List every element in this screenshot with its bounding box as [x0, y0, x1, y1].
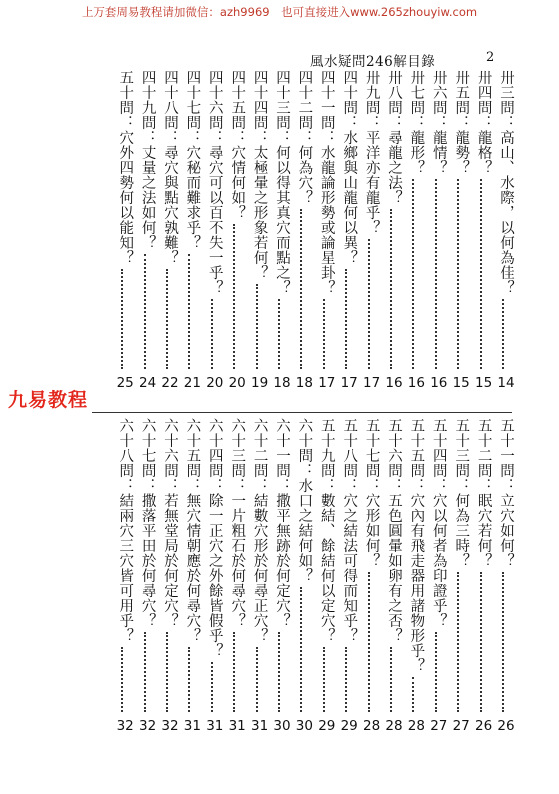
dot-leader	[412, 677, 414, 712]
toc-page-number: 32	[116, 718, 134, 734]
toc-page-number: 27	[430, 718, 448, 734]
top-banner-text: 上万套周易教程请加微信：azh9969 也可直接进入www.265zhouyiw.com	[81, 5, 478, 19]
toc-page-number: 16	[430, 375, 448, 391]
toc-page-number: 19	[251, 375, 269, 391]
toc-question: 六十一問：撒平無跡於何定穴？	[274, 418, 290, 628]
toc-page-number: 17	[340, 375, 358, 391]
dot-leader	[502, 299, 504, 369]
toc-page-number: 14	[497, 375, 515, 391]
toc-page-number: 31	[251, 718, 269, 734]
running-title: 風水疑問246解目錄	[310, 54, 436, 70]
toc-question: 五十八問：穴之結法可得而知乎？	[341, 418, 358, 643]
toc-question: 四十四問：太極暈之形象若何？	[251, 70, 268, 280]
toc-question: 五十四問：穴以何者為印證乎？	[430, 418, 447, 628]
toc-question: 六十五問：無穴情朝應於何尋穴？	[184, 418, 201, 643]
toc-page-number: 28	[385, 718, 403, 734]
toc-question: 卅三問：高山、水際，以何為佳？	[498, 70, 514, 295]
dot-leader	[390, 647, 392, 712]
dot-leader	[233, 224, 235, 369]
toc-page-number: 21	[183, 375, 201, 391]
dot-leader	[211, 662, 213, 712]
toc-question: 五十九問：數結、餘結何以定穴？	[318, 418, 335, 643]
toc-page-number: 29	[340, 718, 358, 734]
toc-page-number: 30	[273, 718, 291, 734]
toc-question: 五十六問：五色圓暈如卵有之否？	[386, 418, 402, 643]
toc-page-number: 29	[318, 718, 336, 734]
toc-page-number: 16	[385, 375, 403, 391]
toc-question: 五十一問：立穴如何？	[498, 418, 514, 568]
toc-question: 六十二問：結數穴形於何尋正穴？	[251, 418, 268, 643]
dot-leader	[211, 299, 213, 369]
toc-page-number: 20	[206, 375, 224, 391]
toc-question: 四十五問：穴情何如？	[229, 70, 246, 220]
dot-leader	[121, 269, 123, 369]
toc-question: 五十七問：穴形如何？	[363, 418, 380, 568]
page-number: 2	[486, 50, 495, 65]
toc-question: 五十問：穴外四勢何以能知？	[117, 70, 134, 265]
toc-question: 卅七問：龍形？	[408, 70, 425, 175]
toc-question: 五十三問：何為三時？	[453, 418, 470, 568]
dot-leader	[502, 572, 504, 712]
dot-leader	[368, 572, 370, 712]
toc-page-number: 15	[475, 375, 493, 391]
dot-leader	[412, 179, 414, 369]
toc-question: 五十二問：眠穴若何？	[475, 418, 492, 568]
dot-leader	[256, 647, 258, 712]
toc-page-number: 32	[161, 718, 179, 734]
toc-page-number: 28	[407, 718, 425, 734]
dot-leader	[188, 647, 190, 712]
dot-leader	[144, 254, 146, 369]
toc-question: 卅五問：龍勢？	[453, 70, 470, 175]
toc-question: 卅四問：龍格？	[475, 70, 492, 175]
toc-page-number: 31	[228, 718, 246, 734]
toc-question: 六十三問：一片粗石於何尋穴？	[229, 418, 246, 628]
dot-leader	[345, 269, 347, 369]
dot-leader	[323, 299, 325, 369]
toc-question: 四十六問：尋穴可以百不失一乎？	[206, 70, 223, 295]
toc-page-number: 24	[139, 375, 157, 391]
dot-leader	[457, 179, 459, 369]
toc-page-number: 32	[139, 718, 157, 734]
dot-leader	[390, 209, 392, 369]
toc-question: 卅八問：尋龍之法？	[386, 70, 402, 205]
toc-page-number: 17	[318, 375, 336, 391]
toc-page-number: 20	[228, 375, 246, 391]
dot-leader	[345, 647, 347, 712]
dot-leader	[278, 632, 280, 712]
dot-leader	[144, 632, 146, 712]
toc-page-number: 26	[475, 718, 493, 734]
toc-question: 四十八問：尋穴與點穴孰難？	[162, 70, 178, 265]
section-divider	[92, 412, 512, 413]
toc-page-number: 22	[161, 375, 179, 391]
toc-page-number: 28	[363, 718, 381, 734]
toc-page-number: 30	[295, 718, 313, 734]
toc-page-number: 15	[452, 375, 470, 391]
toc-page-number: 26	[497, 718, 515, 734]
toc-question: 六十六問：若無堂局於何定穴？	[162, 418, 178, 628]
toc-question: 六十問：水口之結何如？	[296, 418, 313, 583]
dot-leader	[480, 179, 482, 369]
toc-page-number: 18	[273, 375, 291, 391]
dot-leader	[278, 299, 280, 369]
dot-leader	[435, 179, 437, 369]
toc-question: 五十五問：穴內有飛走器用諸物形乎？	[408, 418, 425, 673]
toc-page-number: 27	[452, 718, 470, 734]
toc-question: 六十八問：結兩穴三穴皆可用乎？	[117, 418, 134, 643]
dot-leader	[323, 647, 325, 712]
dot-leader	[368, 239, 370, 369]
toc-question: 四十一問：水龍論形勢或論星卦？	[318, 70, 335, 295]
dot-leader	[300, 587, 302, 712]
dot-leader	[300, 209, 302, 369]
watermark-logo: 九易教程	[8, 389, 89, 411]
toc-question: 四十七問：穴秘而難求乎？	[184, 70, 201, 250]
toc-question: 四十二問：何為穴？	[296, 70, 313, 205]
toc-page-number: 31	[206, 718, 224, 734]
toc-page-number: 25	[116, 375, 134, 391]
toc-question: 四十問：水鄉與山龍何以異？	[341, 70, 358, 265]
toc-question: 四十三問：何以得其真穴而點之？	[274, 70, 290, 295]
toc-question: 四十九問：丈量之法如何？	[139, 70, 156, 250]
dot-leader	[188, 254, 190, 369]
dot-leader	[166, 632, 168, 712]
dot-leader	[233, 632, 235, 712]
dot-leader	[457, 572, 459, 712]
toc-question: 六十四問：除一正穴之外餘皆假乎？	[206, 418, 223, 658]
toc-page-number: 31	[183, 718, 201, 734]
toc-question: 卅六問：龍情？	[430, 70, 447, 175]
toc-page-number: 17	[363, 375, 381, 391]
dot-leader	[166, 269, 168, 369]
dot-leader	[121, 647, 123, 712]
dot-leader	[256, 284, 258, 369]
dot-leader	[480, 572, 482, 712]
dot-leader	[435, 632, 437, 712]
toc-page-number: 16	[407, 375, 425, 391]
toc-question: 卅九問：平洋亦有龍乎？	[363, 70, 380, 235]
toc-question: 六十七問：撒落平田於何尋穴？	[139, 418, 156, 628]
toc-page-number: 18	[295, 375, 313, 391]
